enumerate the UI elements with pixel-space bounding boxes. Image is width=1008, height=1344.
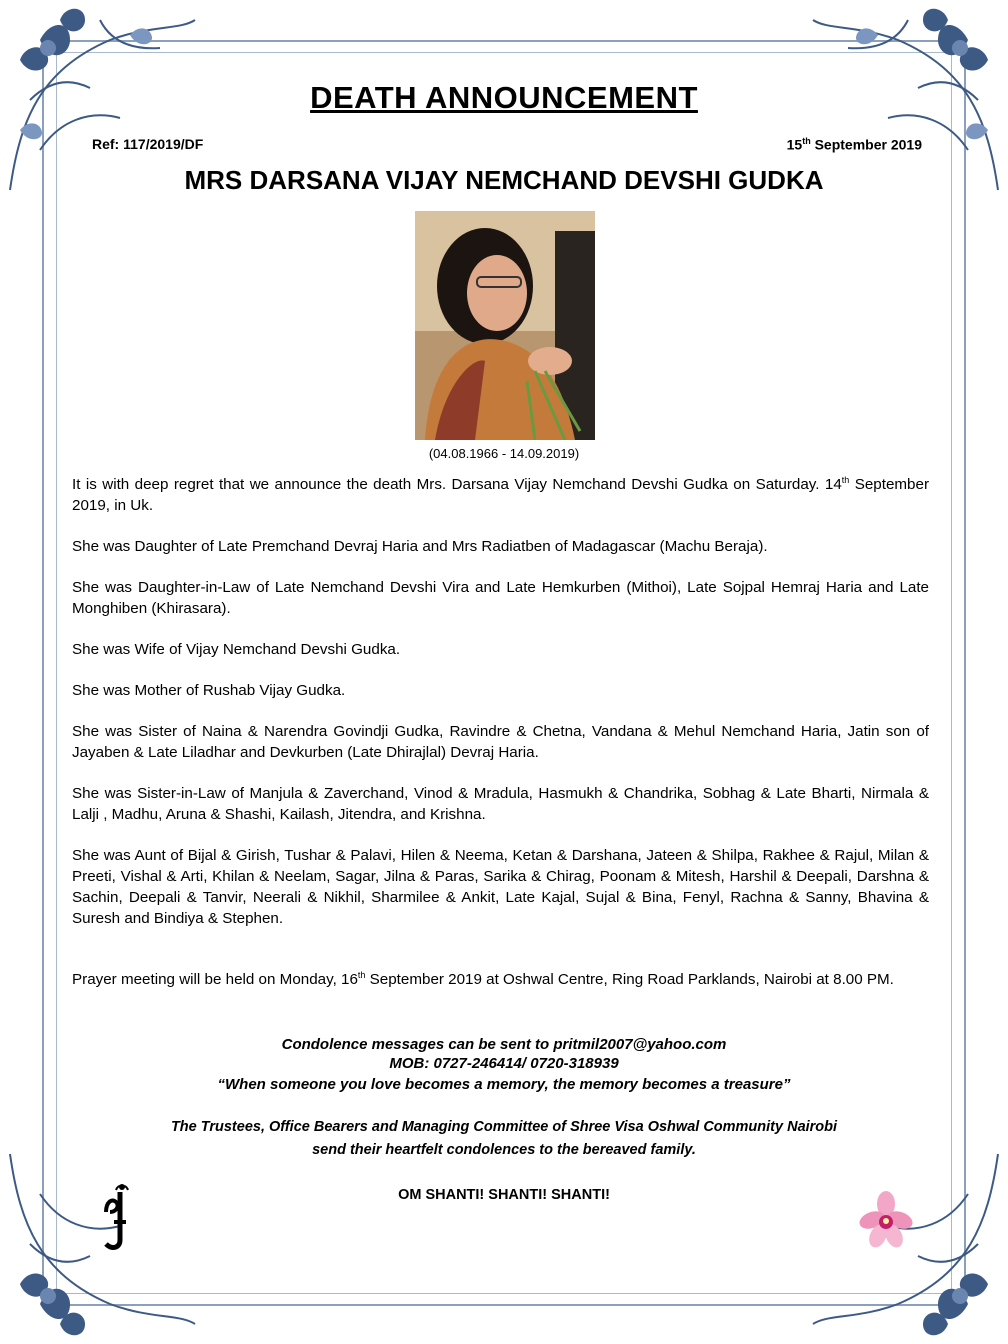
- paragraph-death-notice: It is with deep regret that we announce the death Mrs. Darsana Vijay Nemchand Devshi Gudka on Saturday. 14th September 2019, in Uk.: [72, 474, 930, 514]
- paragraph-sister-in-law: She was Sister-in-Law of Manjula & Zaverchand, Vinod & Mradula, Hasmukh & Chandrika, Sobhag & Late Bharti, Nirmala & Lalji , Madhu, Aruna & Shashi, Kailash, Jitendra, and Krishna.: [72, 785, 929, 823]
- portrait-photo: [415, 211, 595, 440]
- paragraph-prayer-meeting: Prayer meeting will be held on Monday, 16th September 2019 at Oshwal Centre, Ring Road Parklands, Nairobi at 8.00 PM.: [72, 969, 894, 988]
- reference-number: Ref: 117/2019/DF: [92, 136, 204, 152]
- deceased-name: MRS DARSANA VIJAY NEMCHAND DEVSHI GUDKA: [184, 165, 824, 195]
- paragraph-daughter-in-law: She was Daughter-in-Law of Late Nemchand Devshi Vira and Late Hemkurben (Mithoi), Late Sojpal Hemraj Haria and Late Monghiben (Khirasara).: [72, 579, 929, 617]
- condolence-contact: [0, 1035, 1008, 1073]
- life-dates: (04.08.1966 - 14.09.2019): [428, 446, 580, 461]
- condolence-email-line: Condolence messages can be sent to pritmil2007@yahoo.com: [281, 1036, 727, 1053]
- mobile-numbers: MOB: 0727-246414/ 0720-318939: [389, 1055, 619, 1072]
- jain-om-symbol-icon: [98, 1182, 134, 1254]
- paragraph-daughter: She was Daughter of Late Premchand Devraj Haria and Mrs Radiatben of Madagascar (Machu Beraja).: [72, 538, 768, 555]
- trustees-line-1: The Trustees, Office Bearers and Managing Committee of Shree Visa Oshwal Community Nairobi: [170, 1119, 838, 1135]
- page-title: DEATH ANNOUNCEMENT: [310, 80, 698, 115]
- trustees-line-2: send their heartfelt condolences to the bereaved family.: [312, 1142, 696, 1158]
- om-shanti: OM SHANTI! SHANTI! SHANTI!: [398, 1187, 610, 1203]
- announcement-body: [72, 474, 929, 1010]
- paragraph-sister: She was Sister of Naina & Narendra Govindji Gudka, Ravindre & Chetna, Vandana & Mehul Nemchand Haria, Jatin son of Jayaben & Late Liladhar and Devkurben (Late Dhirajlal) Devraj Haria.: [72, 723, 929, 761]
- paragraph-aunt: She was Aunt of Bijal & Girish, Tushar & Palavi, Hilen & Neema, Ketan & Darshana, Jateen & Shilpa, Rakhee & Rajul, Milan & Preeti, Vishal & Arti, Khilan & Neelam, Sagar, Jilna & Paras, Sarika & Chirag, Poonam & Mitesh, Harshil & Deepali, Darshna & Sachin, Deepali & Tanvir, Neerali & Nikhil, Sharmilee & Ankit, Late Kajal, Sujal & Bina, Fenyl, Rachna & Sanny, Bhavina & Suresh and Bindiya & Stephen.: [72, 847, 929, 927]
- paragraph-mother: She was Mother of Rushab Vijay Gudka.: [72, 682, 346, 699]
- announcement-date: 15th September 2019: [786, 136, 922, 153]
- paragraph-wife: She was Wife of Vijay Nemchand Devshi Gudka.: [72, 641, 401, 658]
- trustees-condolence: [0, 1116, 1008, 1162]
- orchid-flower-icon: [858, 1190, 914, 1252]
- memorial-quote: “When someone you love becomes a memory, the memory becomes a treasure”: [217, 1076, 791, 1093]
